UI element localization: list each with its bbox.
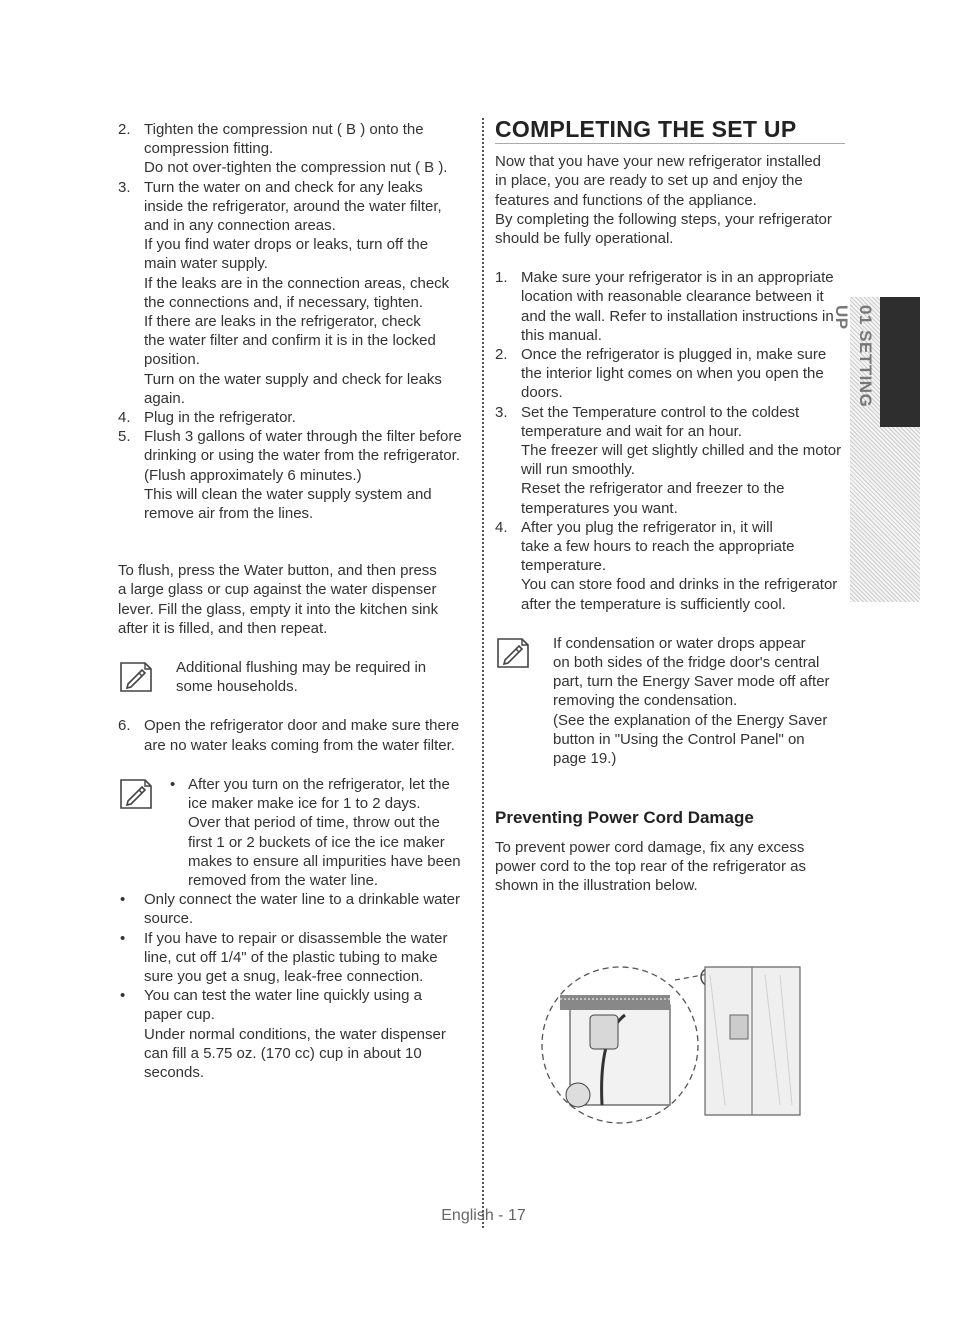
note-text-line: some households. (176, 678, 298, 696)
intro-paragraph (495, 152, 847, 248)
step-text-line: Turn on the water supply and check for leaks (144, 370, 442, 388)
step-text-line: Reset the refrigerator and freezer to the (521, 480, 785, 498)
step-number: 2. (118, 121, 131, 138)
step-text-line: and in any connection areas. (144, 217, 336, 235)
bullet-text-line: Only connect the water line to a drinkable water (144, 891, 461, 909)
list-item (118, 929, 478, 987)
note-text-line: Additional flushing may be required in (176, 659, 427, 677)
note-text-line: (See the explanation of the Energy Saver (553, 711, 828, 729)
text-line: Now that you have your new refrigerator installed (495, 153, 822, 171)
power-cord-illustration (530, 955, 820, 1125)
note-icon (118, 660, 154, 694)
step-text-line: the interior light comes on when you open the (521, 365, 824, 383)
section-title: COMPLETING THE SET UP (495, 120, 845, 144)
note-text-line: first 1 or 2 buckets of ice the ice maker (188, 833, 445, 851)
step-text-line: take a few hours to reach the appropriate (521, 538, 795, 556)
note-text-line: makes to ensure all impurities have been (188, 852, 461, 870)
bullet-text-line: If you have to repair or disassemble the water (144, 929, 448, 947)
step-text-line: position. (144, 351, 200, 369)
list-item (118, 427, 478, 523)
step-text-line: main water supply. (144, 255, 268, 273)
step-text-line: (Flush approximately 6 minutes.) (144, 466, 362, 484)
chapter-tab-label: 01 SETTING UP (832, 305, 875, 408)
refrigerator-illustration-icon (530, 955, 820, 1125)
step-text-line: are no water leaks coming from the water filter. (144, 736, 455, 754)
page-footer: English - 17 (441, 1207, 526, 1224)
text-line: in place, you are ready to set up and enjoy the (495, 172, 803, 190)
bullet-text-line: paper cup. (144, 1006, 215, 1024)
step-text-line: You can store food and drinks in the refrigerator (521, 576, 838, 594)
text-line: lever. Fill the glass, empty it into the kitchen sink (118, 600, 439, 618)
cord-paragraph (495, 838, 847, 896)
list-item (495, 268, 847, 345)
step-text-line: Plug in the refrigerator. (144, 409, 296, 427)
bullet-text-line: can fill a 5.75 oz. (170 cc) cup in about 10 (144, 1044, 422, 1062)
bullet-icon: • (120, 987, 126, 1005)
step-text-line: temperature. (521, 557, 607, 575)
text-line: To prevent power cord damage, fix any excess (495, 838, 805, 856)
step-number: 4. (118, 409, 131, 427)
note-text-line: After you turn on the refrigerator, let the (188, 775, 450, 793)
step-text-line: the connections and, if necessary, tighten. (144, 293, 424, 311)
bullet-icon: • (170, 775, 176, 793)
note-icon (495, 636, 531, 670)
step-text-line: This will clean the water supply system and (144, 485, 432, 503)
note-text-line: button in "Using the Control Panel" on (553, 730, 805, 748)
text-line: a large glass or cup against the water dispenser (118, 581, 437, 599)
note-icon (118, 777, 154, 811)
list-item (118, 890, 478, 928)
step-text-line: If you find water drops or leaks, turn off the (144, 236, 429, 254)
note-ice-maker (118, 775, 478, 890)
list-item (495, 518, 847, 614)
step-text-line: Do not over-tighten the compression nut ( B ). (144, 159, 448, 177)
note-text-line: removing the condensation. (553, 692, 738, 710)
step-text-line: location with reasonable clearance between it (521, 288, 824, 306)
step-text-line: If the leaks are in the connection areas, check (144, 274, 450, 292)
step-text-line: the water filter and confirm it is in the locked (144, 332, 436, 350)
step-number: 5. (118, 428, 131, 446)
bullet-text-line: seconds. (144, 1063, 205, 1081)
flush-paragraph (118, 561, 478, 638)
text-line: features and functions of the appliance. (495, 191, 757, 209)
list-item (118, 408, 478, 427)
list-item (495, 345, 847, 403)
step-text-line: Tighten the compression nut ( B ) onto the (144, 121, 424, 138)
note-text-line: part, turn the Energy Saver mode off after (553, 673, 830, 691)
list-item (118, 120, 478, 178)
step-text-line: Set the Temperature control to the coldest (521, 403, 800, 421)
bullet-icon: • (120, 929, 126, 947)
step-text-line: The freezer will get slightly chilled and the motor (521, 442, 842, 460)
note-text-line: If condensation or water drops appear (553, 634, 806, 652)
note-condensation (495, 634, 847, 768)
step-text-line: Open the refrigerator door and make sure there (144, 717, 460, 735)
text-line: should be fully operational. (495, 230, 674, 248)
step-text-line: compression fitting. (144, 140, 274, 158)
step-text-line: after the temperature is sufficiently cool. (521, 595, 786, 613)
step-text-line: If there are leaks in the refrigerator, check (144, 313, 421, 331)
bullet-text-line: sure you get a snug, leak-free connection. (144, 967, 424, 985)
step-text-line: Turn the water on and check for any leaks (144, 178, 423, 196)
right-column (495, 116, 847, 895)
step-text-line: inside the refrigerator, around the water filter, (144, 197, 442, 215)
bullet-text-line: Under normal conditions, the water dispenser (144, 1025, 446, 1043)
left-steps-list (118, 120, 478, 523)
step-text-line: After you plug the refrigerator in, it will (521, 518, 773, 536)
step-number: 3. (118, 178, 131, 196)
text-line: To flush, press the Water button, and then press (118, 562, 437, 580)
step-number: 3. (495, 403, 508, 421)
text-line: after it is filled, and then repeat. (118, 619, 328, 637)
step-text-line: again. (144, 389, 185, 407)
note-text-line: on both sides of the fridge door's central (553, 654, 820, 672)
step-number: 4. (495, 518, 508, 536)
step-text-line: Once the refrigerator is plugged in, make sure (521, 346, 827, 364)
list-item (118, 716, 478, 754)
step-number: 6. (118, 717, 131, 735)
step-text-line: Make sure your refrigerator is in an appropriate (521, 269, 834, 287)
list-item (118, 178, 478, 408)
bullet-text-line: You can test the water line quickly using a (144, 987, 422, 1005)
note-text-line: page 19.) (553, 750, 617, 768)
step-text-line: temperature and wait for an hour. (521, 422, 742, 440)
setup-steps-list (495, 268, 847, 614)
step-text-line: will run smoothly. (521, 461, 635, 479)
text-line: By completing the following steps, your refrigerator (495, 210, 832, 228)
bullet-text-line: source. (144, 910, 194, 928)
step-text-line: remove air from the lines. (144, 505, 314, 523)
bullet-icon: • (120, 891, 126, 909)
step-number: 2. (495, 346, 508, 364)
note-text-line: removed from the water line. (188, 871, 379, 889)
step-text-line: temperatures you want. (521, 499, 678, 517)
list-item (118, 986, 478, 1082)
list-item (495, 403, 847, 518)
note-additional-flushing (118, 658, 478, 696)
step-6 (118, 716, 478, 754)
step-text-line: and the wall. Refer to installation instructions in (521, 307, 834, 325)
note-text-line: Over that period of time, throw out the (188, 814, 440, 832)
column-divider (482, 118, 484, 1228)
step-text-line: drinking or using the water from the refrigerator. (144, 447, 460, 465)
chapter-tab-marker (880, 297, 920, 427)
bullet-text-line: line, cut off 1/4" of the plastic tubing to make (144, 948, 438, 966)
subsection-title: Preventing Power Cord Damage (495, 808, 754, 828)
step-text-line: doors. (521, 384, 563, 402)
left-bullet-list (118, 890, 478, 1082)
step-number: 1. (495, 269, 508, 287)
step-text-line: this manual. (521, 326, 602, 344)
left-column (118, 120, 478, 1082)
note-text-line: ice maker make ice for 1 to 2 days. (188, 795, 421, 813)
step-text-line: Flush 3 gallons of water through the filter before (144, 428, 462, 446)
text-line: shown in the illustration below. (495, 876, 698, 894)
text-line: power cord to the top rear of the refrigerator as (495, 857, 806, 875)
